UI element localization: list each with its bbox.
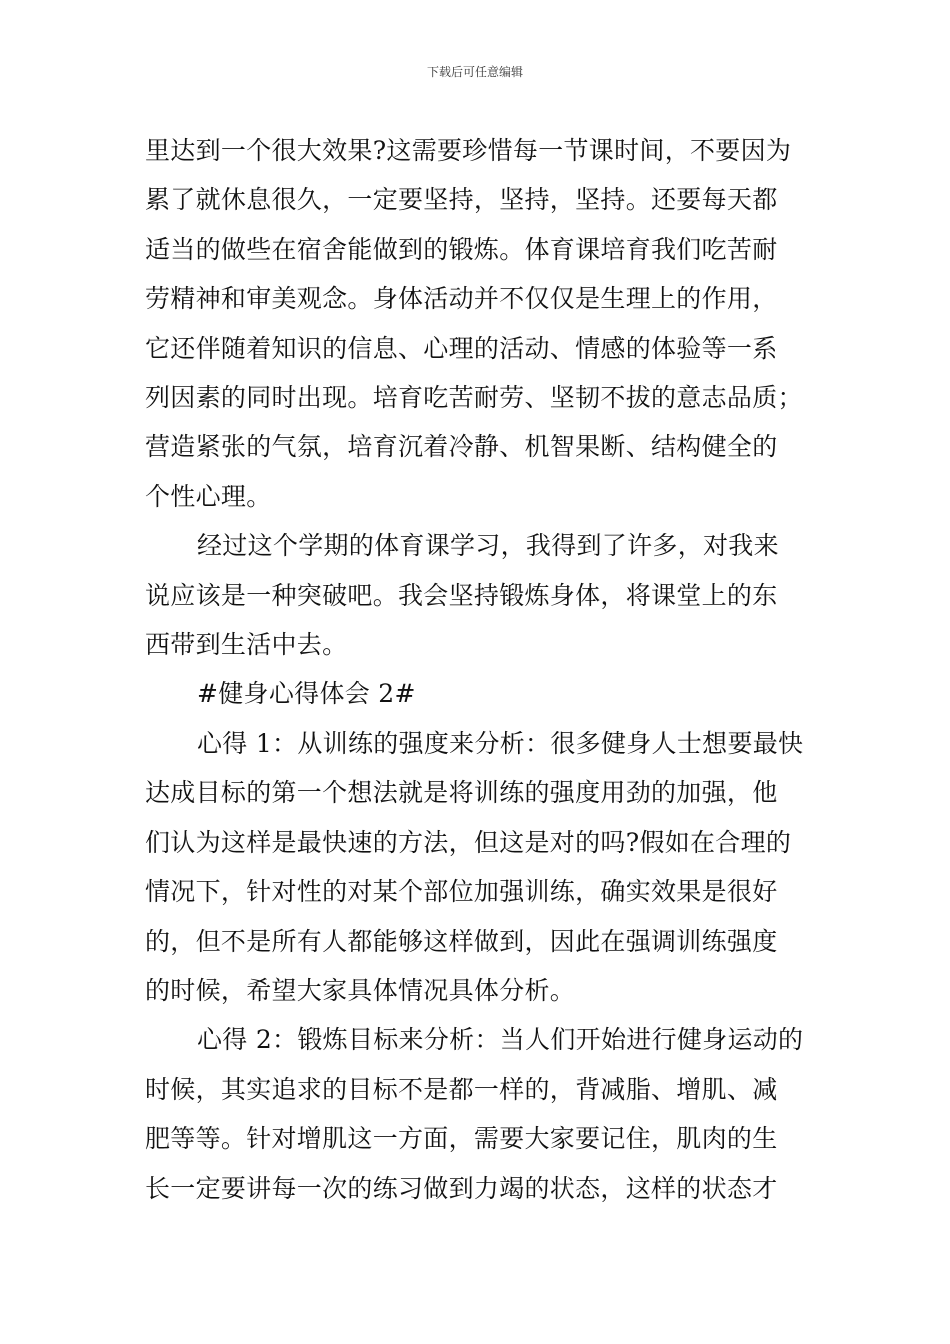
text-line: 劳精神和审美观念。身体活动并不仅仅是生理上的作用， bbox=[145, 284, 778, 314]
text-line: 营造紧张的气氛，培育沉着冷静、机智果断、结构健全的 bbox=[145, 432, 778, 462]
text-line: 心得 2：锻炼目标来分析：当人们开始进行健身运动的 bbox=[197, 1025, 804, 1055]
text-line: 心得 1：从训练的强度来分析：很多健身人士想要最快 bbox=[197, 728, 804, 758]
text-line: 的，但不是所有人都能够这样做到，因此在强调训练强度 bbox=[145, 926, 778, 956]
text-line: 长一定要讲每一次的练习做到力竭的状态，这样的状态才 bbox=[145, 1173, 778, 1203]
paragraph-3 bbox=[145, 719, 807, 1015]
text-line: 它还伴随着知识的信息、心理的活动、情感的体验等一系 bbox=[145, 333, 778, 363]
text-line: 们认为这样是最快速的方法，但这是对的吗?假如在合理的 bbox=[145, 827, 792, 857]
text-line: 情况下，针对性的对某个部位加强训练，确实效果是很好 bbox=[145, 877, 778, 907]
text-line: 适当的做些在宿舍能做到的锻炼。体育课培育我们吃苦耐 bbox=[145, 234, 778, 264]
document-body bbox=[145, 126, 807, 1213]
paragraph-1 bbox=[145, 126, 807, 521]
paragraph-4 bbox=[145, 1015, 807, 1213]
text-line: 累了就休息很久，一定要坚持，坚持，坚持。还要每天都 bbox=[145, 185, 778, 215]
text-line: 经过这个学期的体育课学习，我得到了许多，对我来 bbox=[197, 531, 779, 561]
text-line: 里达到一个很大效果?这需要珍惜每一节课时间，不要因为 bbox=[145, 136, 792, 165]
text-line: 西带到生活中去。 bbox=[145, 630, 348, 660]
paragraph-2 bbox=[145, 521, 807, 669]
text-line: #健身心得体会 2# bbox=[197, 679, 416, 709]
text-line: 个性心理。 bbox=[145, 481, 272, 511]
text-line: 肥等等。针对增肌这一方面，需要大家要记住，肌肉的生 bbox=[145, 1124, 778, 1154]
section-heading bbox=[145, 669, 807, 718]
text-line: 列因素的同时出现。培育吃苦耐劳、坚韧不拔的意志品质； bbox=[145, 383, 803, 413]
text-line: 达成目标的第一个想法就是将训练的强度用劲的加强，他 bbox=[145, 778, 778, 808]
text-line: 的时候，希望大家具体情况具体分析。 bbox=[145, 975, 576, 1005]
text-line: 时候，其实追求的目标不是都一样的，背减脂、增肌、减 bbox=[145, 1074, 778, 1104]
text-line: 说应该是一种突破吧。我会坚持锻炼身体，将课堂上的东 bbox=[145, 580, 778, 610]
page-header: 下载后可任意编辑 bbox=[426, 65, 523, 79]
